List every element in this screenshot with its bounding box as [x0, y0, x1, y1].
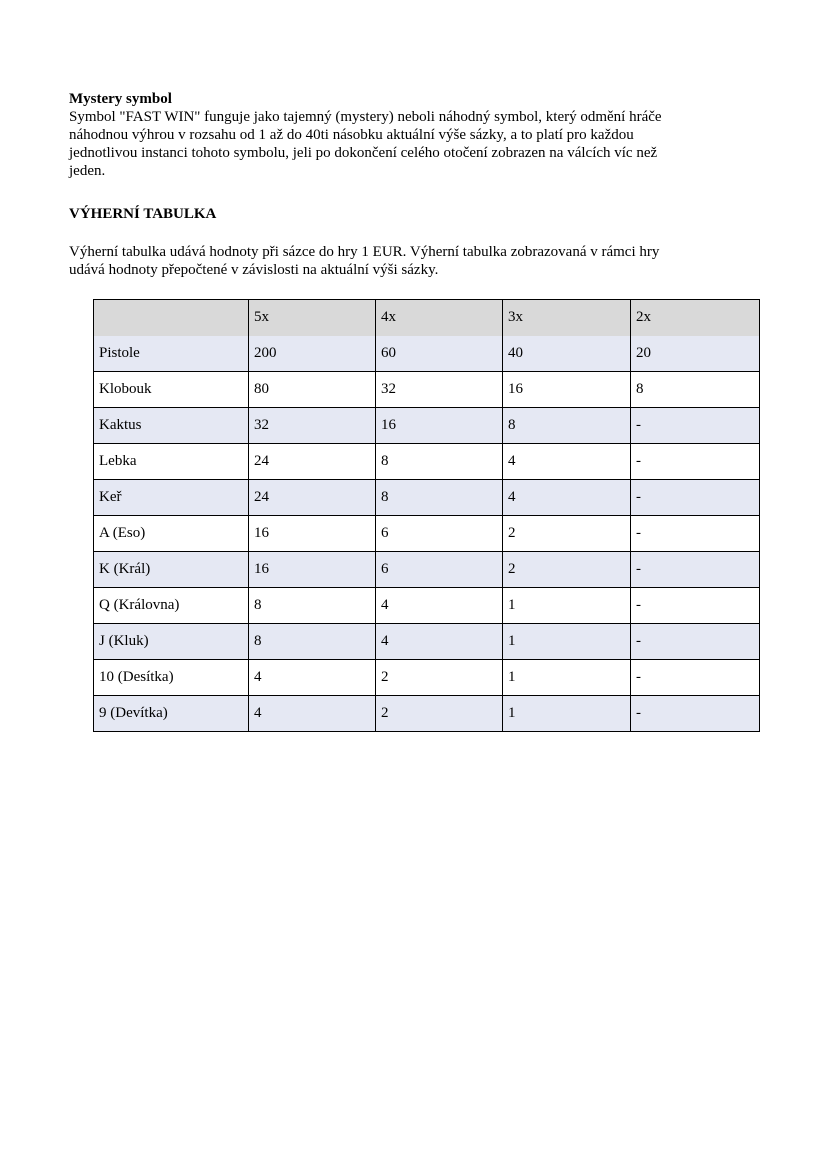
payout-cell: 4 — [503, 444, 631, 480]
symbol-name-cell: Q (Královna) — [94, 588, 249, 624]
payout-cell: 6 — [376, 516, 503, 552]
text-line: Symbol "FAST WIN" funguje jako tajemný (mystery) neboli náhodný symbol, který odmění hráče — [69, 109, 662, 125]
payout-cell: 1 — [503, 588, 631, 624]
payout-cell: 8 — [376, 480, 503, 516]
column-header: 3x — [503, 300, 631, 336]
column-header: 5x — [249, 300, 376, 336]
payout-cell: 32 — [376, 372, 503, 408]
payout-cell: 8 — [249, 624, 376, 660]
payout-cell: 20 — [631, 336, 760, 372]
paytable-heading: VÝHERNÍ TABULKA — [69, 206, 217, 222]
table-row — [94, 516, 760, 552]
symbol-name-cell: Kaktus — [94, 408, 249, 444]
payout-cell: - — [631, 588, 760, 624]
payout-cell: 4 — [249, 660, 376, 696]
symbol-name-cell: Lebka — [94, 444, 249, 480]
symbol-name-cell: 10 (Desítka) — [94, 660, 249, 696]
symbol-name-cell: J (Kluk) — [94, 624, 249, 660]
payout-cell: - — [631, 408, 760, 444]
payout-cell: 24 — [249, 444, 376, 480]
table-row — [94, 588, 760, 624]
payout-cell: 16 — [249, 552, 376, 588]
payout-cell: - — [631, 624, 760, 660]
payout-cell: 8 — [376, 444, 503, 480]
payout-cell: - — [631, 552, 760, 588]
payout-cell: 4 — [503, 480, 631, 516]
paytable-body — [94, 300, 760, 732]
payout-cell: - — [631, 660, 760, 696]
payout-cell: 1 — [503, 624, 631, 660]
payout-cell: 40 — [503, 336, 631, 372]
payout-cell: 2 — [376, 660, 503, 696]
payout-cell: 8 — [503, 408, 631, 444]
text-line: jednotlivou instanci tohoto symbolu, jeli po dokončení celého otočení zobrazen na válcích víc než — [69, 145, 658, 161]
text-line: Výherní tabulka udává hodnoty při sázce do hry 1 EUR. Výherní tabulka zobrazovaná v rámci hry — [69, 244, 660, 260]
table-row — [94, 408, 760, 444]
symbol-name-cell: A (Eso) — [94, 516, 249, 552]
payout-cell: - — [631, 696, 760, 732]
column-header: 2x — [631, 300, 760, 336]
table-row — [94, 372, 760, 408]
symbol-name-cell: 9 (Devítka) — [94, 696, 249, 732]
payout-cell: 8 — [249, 588, 376, 624]
payout-cell: - — [631, 480, 760, 516]
payout-cell: 16 — [503, 372, 631, 408]
table-row — [94, 624, 760, 660]
payout-cell: 4 — [376, 624, 503, 660]
symbol-name-cell: Klobouk — [94, 372, 249, 408]
payout-cell: 24 — [249, 480, 376, 516]
payout-cell: 16 — [376, 408, 503, 444]
table-row — [94, 444, 760, 480]
paytable-description — [69, 243, 769, 279]
table-row — [94, 696, 760, 732]
table-row — [94, 552, 760, 588]
payout-cell: 4 — [249, 696, 376, 732]
payout-cell: 2 — [503, 516, 631, 552]
symbol-name-cell: Pistole — [94, 336, 249, 372]
table-row — [94, 660, 760, 696]
payout-cell: 2 — [376, 696, 503, 732]
column-header: 4x — [376, 300, 503, 336]
table-row — [94, 336, 760, 372]
text-line: udává hodnoty přepočtené v závislosti na aktuální výši sázky. — [69, 262, 439, 278]
column-header — [94, 300, 249, 336]
symbol-name-cell: K (Král) — [94, 552, 249, 588]
mystery-symbol-heading: Mystery symbol — [69, 91, 172, 107]
payout-cell: 1 — [503, 696, 631, 732]
paytable-table — [93, 299, 760, 732]
text-line: náhodnou výhrou v rozsahu od 1 až do 40ti násobku aktuální výše sázky, a to platí pro každou — [69, 127, 634, 143]
payout-cell: 80 — [249, 372, 376, 408]
mystery-symbol-description — [69, 108, 769, 180]
payout-cell: 8 — [631, 372, 760, 408]
payout-cell: 6 — [376, 552, 503, 588]
payout-cell: 16 — [249, 516, 376, 552]
payout-cell: 60 — [376, 336, 503, 372]
payout-cell: 200 — [249, 336, 376, 372]
table-row — [94, 480, 760, 516]
symbol-name-cell: Keř — [94, 480, 249, 516]
payout-cell: - — [631, 444, 760, 480]
payout-cell: 32 — [249, 408, 376, 444]
payout-cell: 1 — [503, 660, 631, 696]
table-header-row — [94, 300, 760, 336]
payout-cell: 4 — [376, 588, 503, 624]
text-line: jeden. — [69, 163, 106, 179]
payout-cell: - — [631, 516, 760, 552]
payout-cell: 2 — [503, 552, 631, 588]
